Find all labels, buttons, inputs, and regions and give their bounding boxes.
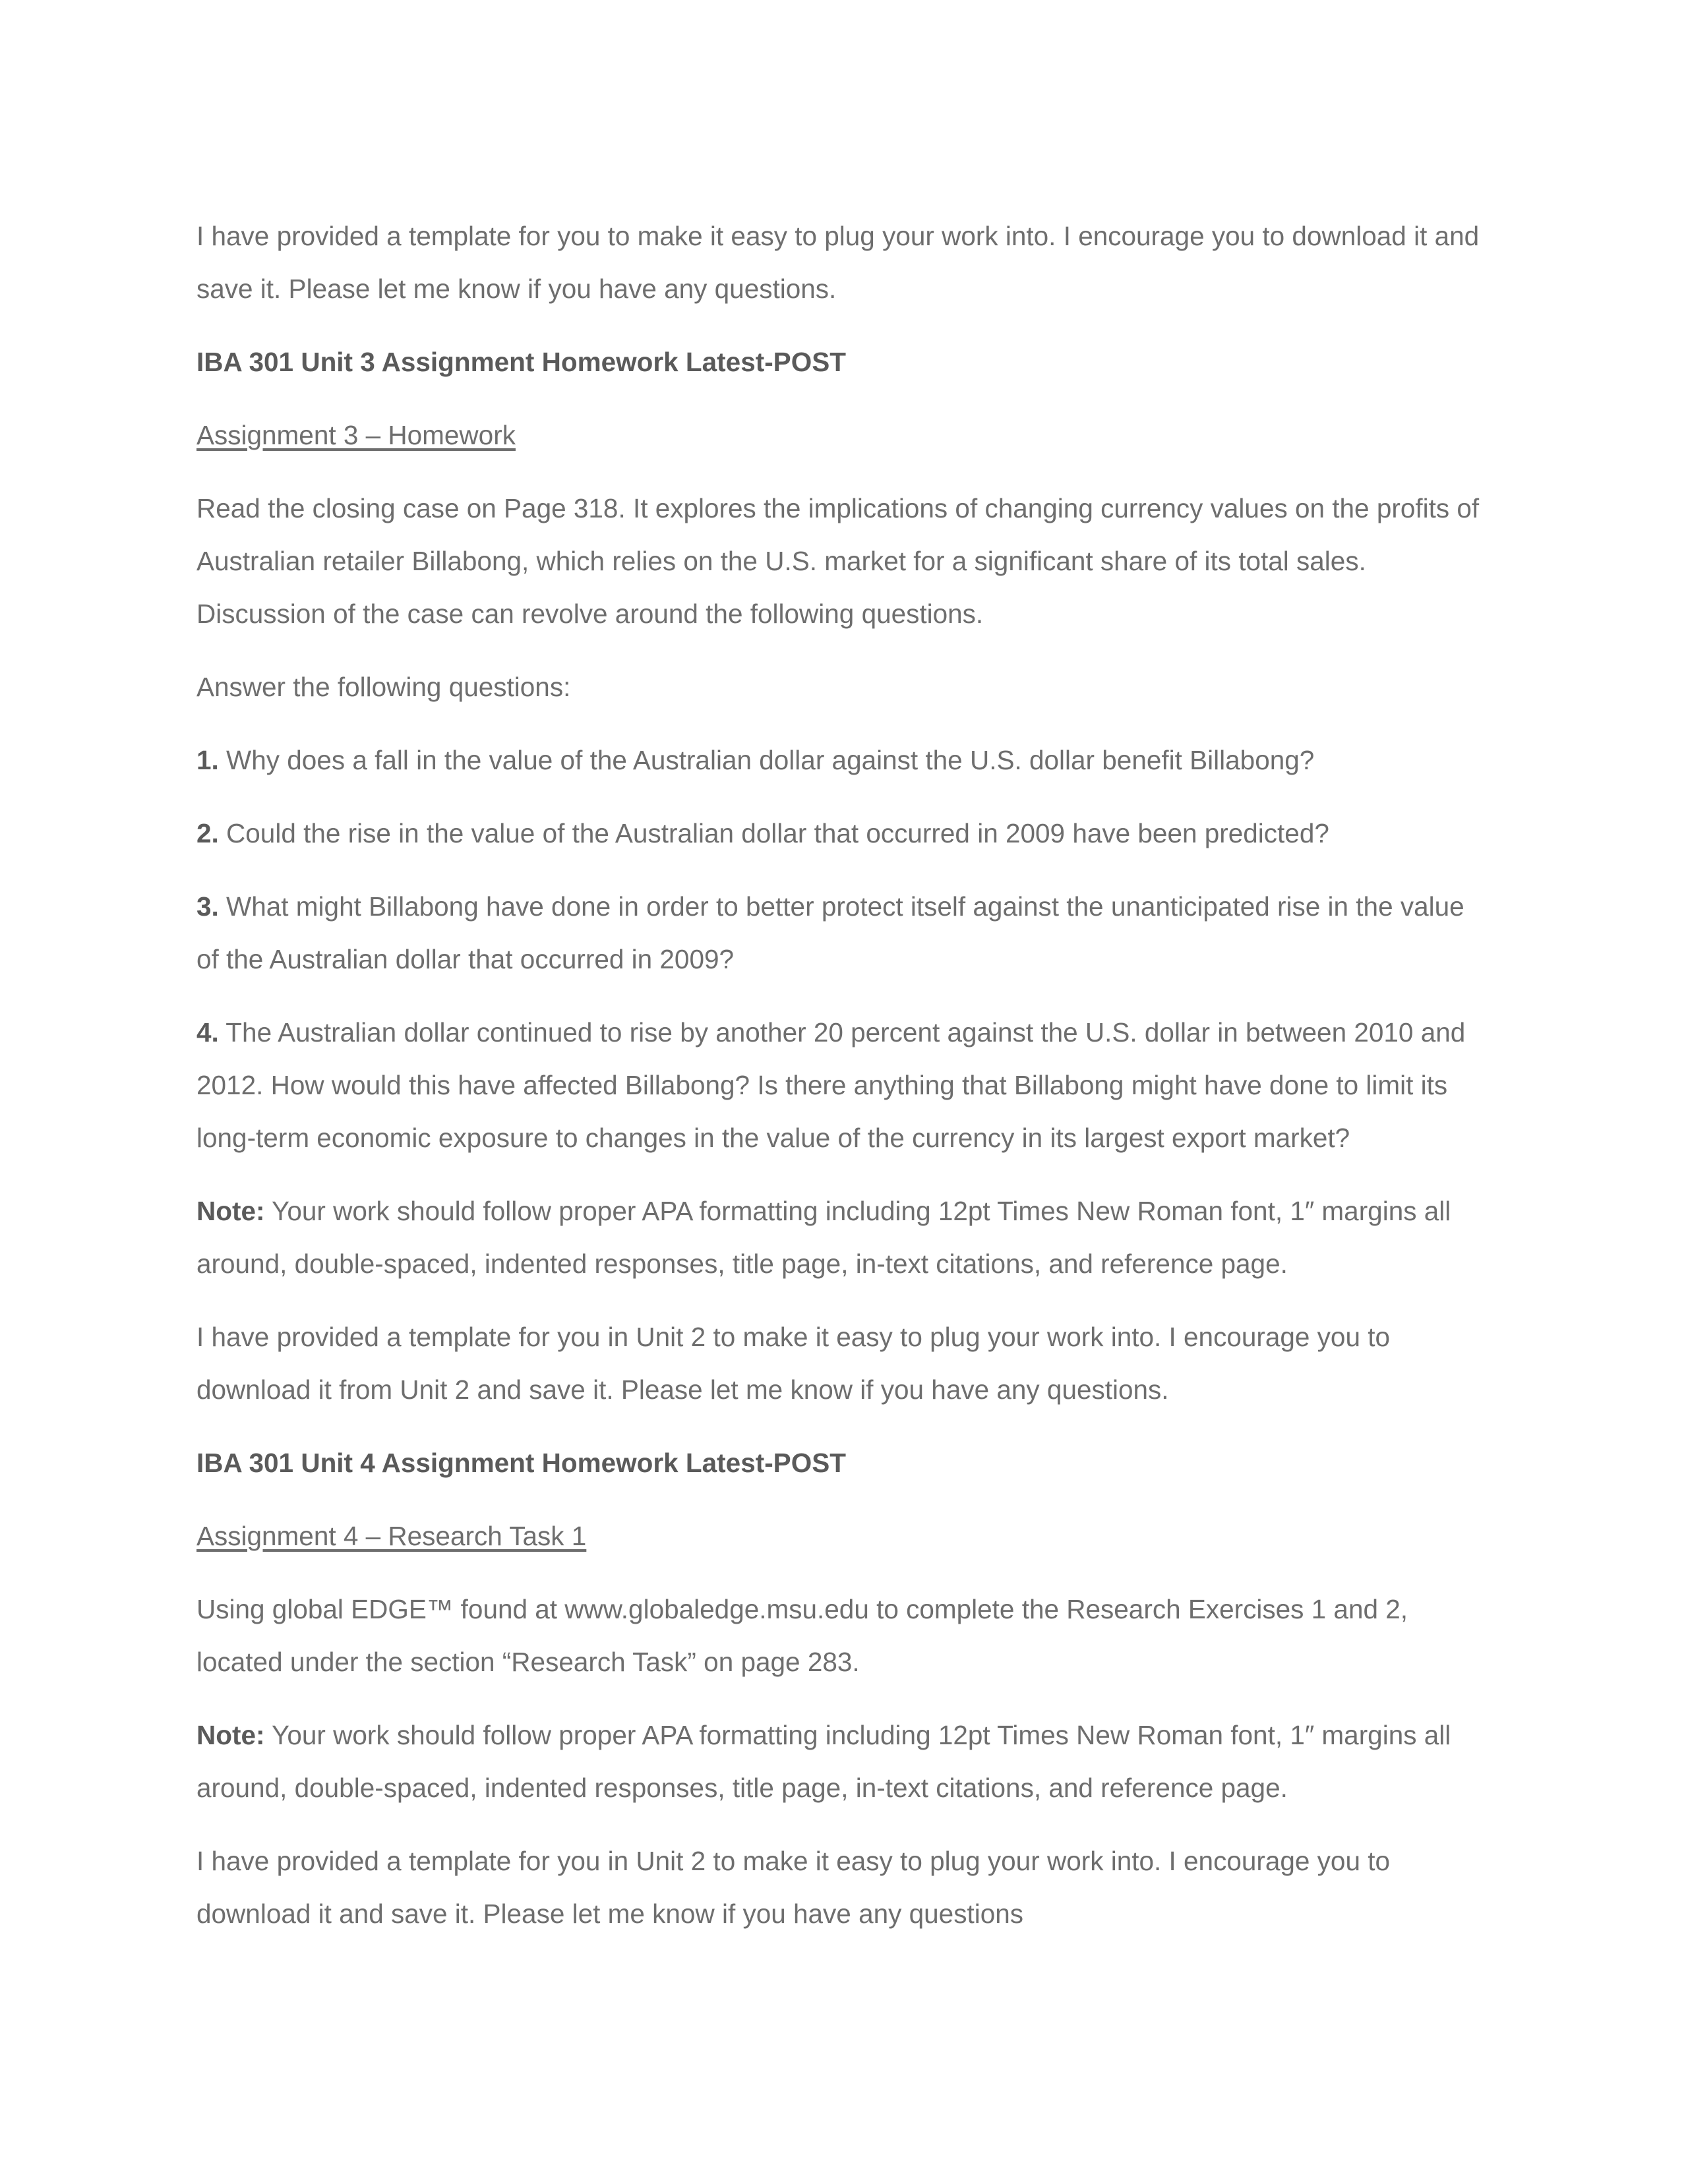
note-text: Your work should follow proper APA formatting including 12pt Times New Roman font, 1″ margins all around, double-spaced, indented responses, title page, in-text citations, and reference page.	[196, 1196, 1451, 1279]
unit3-note	[196, 1185, 1489, 1290]
note-label: Note:	[196, 1196, 265, 1226]
unit4-note	[196, 1709, 1489, 1814]
question-number: 3.	[196, 891, 219, 922]
unit3-template-paragraph: I have provided a template for you in Unit 2 to make it easy to plug your work into. I encourage you to download it from Unit 2 and save it. Please let me know if you have any questions.	[196, 1322, 1391, 1405]
note-text: Your work should follow proper APA formatting including 12pt Times New Roman font, 1″ margins all around, double-spaced, indented responses, title page, in-text citations, and reference page.	[196, 1720, 1451, 1803]
document-body	[196, 210, 1489, 1961]
question-number: 4.	[196, 1017, 219, 1048]
question-4	[196, 1006, 1489, 1164]
unit4-body: Using global EDGE™ found at www.globaledge.msu.edu to complete the Research Exercises 1 and 2, located under the section “Research Task” on page 283.	[196, 1594, 1408, 1677]
unit4-subheading: Assignment 4 – Research Task 1	[196, 1521, 587, 1551]
unit3-subheading: Assignment 3 – Homework	[196, 420, 516, 450]
unit4-template-paragraph: I have provided a template for you in Unit 2 to make it easy to plug your work into. I encourage you to download it and save it. Please let me know if you have any questions	[196, 1846, 1391, 1929]
question-text: Could the rise in the value of the Australian dollar that occurred in 2009 have been predicted?	[218, 818, 1329, 848]
unit3-body: Read the closing case on Page 318. It explores the implications of changing currency values on the profits of Australian retailer Billabong, which relies on the U.S. market for a significant share of its total sales. Discussion of the case can revolve around the following questions.	[196, 493, 1480, 629]
question-3	[196, 880, 1489, 986]
question-text: The Australian dollar continued to rise by another 20 percent against the U.S. dollar in between 2010 and 2012. How would this have affected Billabong? Is there anything that Billabong might have done to limit its long-term economic exposure to changes in the value of the currency in its largest export market?	[196, 1017, 1466, 1153]
question-text: Why does a fall in the value of the Australian dollar against the U.S. dollar benefit Billabong?	[218, 745, 1315, 775]
answer-prompt: Answer the following questions:	[196, 672, 571, 702]
intro-paragraph: I have provided a template for you to make it easy to plug your work into. I encourage you to download it and save it. Please let me know if you have any questions.	[196, 221, 1480, 304]
unit4-heading: IBA 301 Unit 4 Assignment Homework Latest-POST	[196, 1448, 846, 1478]
question-number: 2.	[196, 818, 219, 848]
unit3-heading: IBA 301 Unit 3 Assignment Homework Latest-POST	[196, 347, 846, 377]
note-label: Note:	[196, 1720, 265, 1750]
question-1	[196, 734, 1489, 786]
question-text: What might Billabong have done in order to better protect itself against the unanticipated rise in the value of the Australian dollar that occurred in 2009?	[196, 891, 1464, 974]
question-2	[196, 807, 1489, 860]
question-number: 1.	[196, 745, 219, 775]
